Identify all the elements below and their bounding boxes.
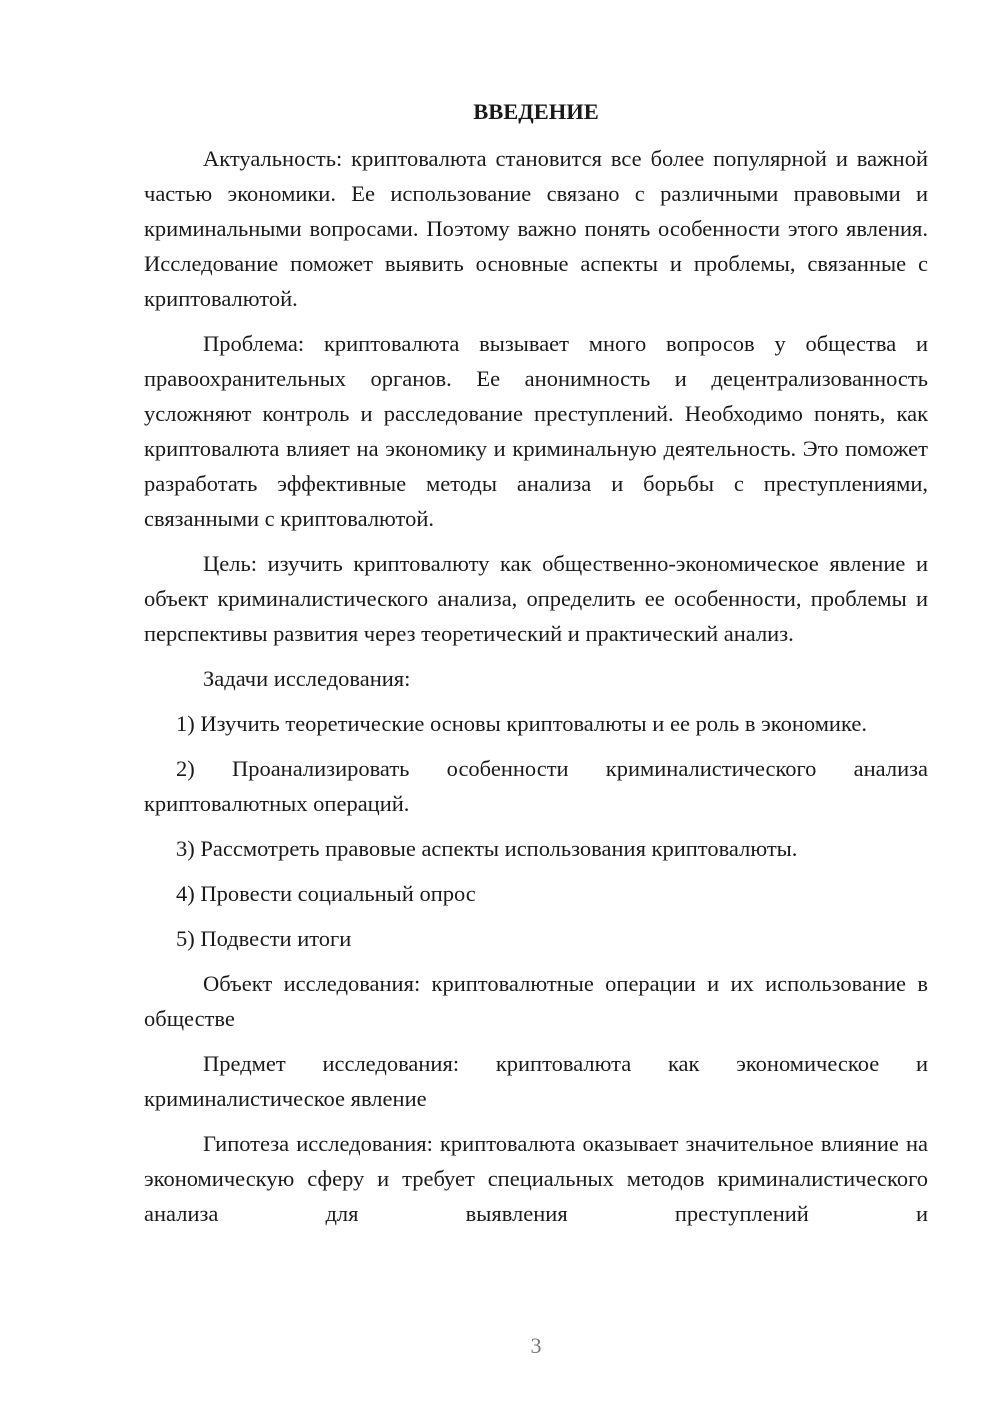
task-item-5: 5) Подвести итоги [176,926,352,951]
page-title: ВВЕДЕНИЕ [473,99,599,124]
task-item-1: 1) Изучить теоретические основы криптовалюты и ее роль в экономике. [176,711,867,736]
paragraph-goal: Цель: изучить криптовалюту как общественно-экономическое явление и объект криминалистического анализа, определить ее особенности, проблемы и перспективы развития через теоретический и практический анализ. [144,551,928,646]
paragraph-subject: Предмет исследования: криптовалюта как экономическое и криминалистическое явление [144,1051,928,1111]
paragraph-problem: Проблема: криптовалюта вызывает много вопросов у общества и правоохранительных органов. Ее анонимность и децентрализованность усложняют контроль и расследование преступлений. Необходимо понять, как криптовалюта влияет на экономику и криминальную деятельность. Это поможет разработать эффективные методы анализа и борьбы с преступлениями, связанными с криптовалютой. [144,331,928,531]
task-item-4: 4) Провести социальный опрос [176,881,476,906]
paragraph-hypothesis: Гипотеза исследования: криптовалюта оказывает значительное влияние на экономическую сферу и требует специальных методов криминалистического анализа для выявления преступлений и [144,1131,928,1226]
task-item-3: 3) Рассмотреть правовые аспекты использования криптовалюты. [176,836,798,861]
tasks-list [144,706,928,956]
paragraph-object: Объект исследования: криптовалютные операции и их использование в обществе [144,971,928,1031]
task-item-2: 2) Проанализировать особенности криминалистического анализа криптовалютных операций. [144,756,928,816]
page-content [144,94,928,1241]
page-number: 3 [530,1333,542,1358]
tasks-heading: Задачи исследования: [203,666,411,691]
paragraph-relevance: Актуальность: криптовалюта становится все более популярной и важной частью экономики. Ее использование связано с различными правовыми и криминальными вопросами. Поэтому важно понять особенности этого явления. Исследование поможет выявить основные аспекты и проблемы, связанные с криптовалютой. [144,146,928,311]
